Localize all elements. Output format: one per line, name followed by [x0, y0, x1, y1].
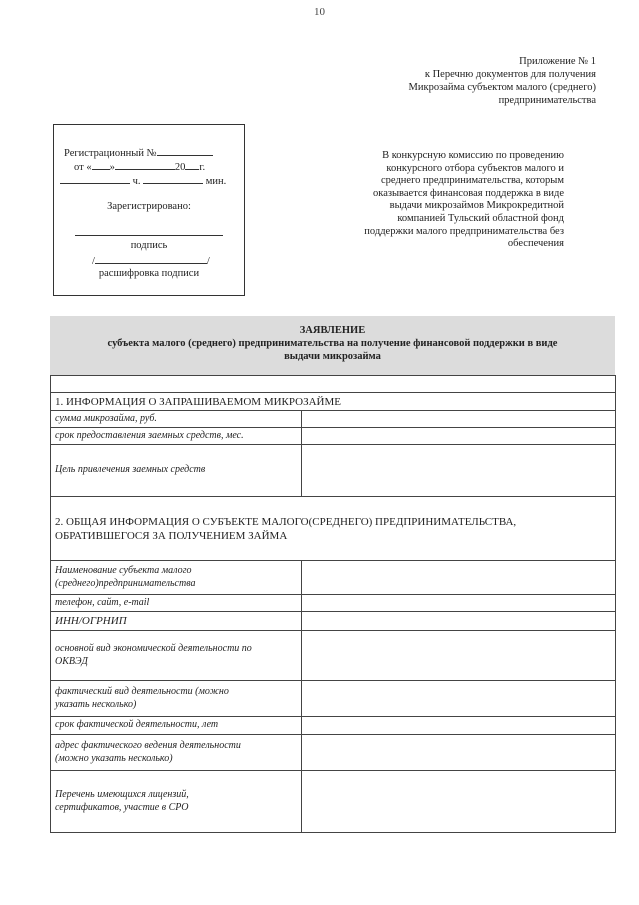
hours-field[interactable] — [60, 173, 130, 184]
licenses-label — [51, 771, 302, 833]
registration-box — [53, 124, 245, 296]
addressee-line: выдачи микрозаймов Микрокредитной — [389, 200, 564, 212]
licenses-field[interactable] — [302, 771, 616, 833]
label-line: адрес фактического ведения деятельности — [55, 740, 241, 751]
date-suffix: г. — [199, 162, 206, 173]
date-year-prefix: 20 — [174, 162, 186, 173]
addressee-line: компанией Тульский областной фонд — [397, 212, 564, 224]
section-2-heading — [51, 497, 616, 561]
loan-term-field[interactable] — [302, 428, 616, 445]
activity-address-label — [51, 735, 302, 771]
activity-term-label: срок фактической деятельности, лет — [51, 717, 302, 735]
table-row — [51, 497, 616, 561]
hours-label: ч. — [132, 176, 141, 187]
okved-field[interactable] — [302, 631, 616, 681]
section-2-line: 2. ОБЩАЯ ИНФОРМАЦИЯ О СУБЪЕКТЕ МАЛОГО(СРЕДНЕГО) ПРЕДПРИНИМАТЕЛЬСТВА, — [55, 515, 517, 528]
table-row — [51, 631, 616, 681]
empty-header-cell — [51, 376, 616, 393]
label-line: (среднего)предпринимательства — [55, 577, 196, 589]
section-1-heading: 1. ИНФОРМАЦИЯ О ЗАПРАШИВАЕМОМ МИКРОЗАЙМЕ — [51, 393, 616, 411]
table-row — [51, 428, 616, 445]
label-line: сертификатов, участие в СРО — [55, 801, 189, 813]
signature-decode-field[interactable] — [95, 253, 207, 264]
okved-label — [51, 631, 302, 681]
loan-amount-label: сумма микрозайма, руб. — [51, 411, 302, 428]
appendix-line: Микрозайма субъектом малого (среднего) — [408, 82, 596, 93]
subject-name-label — [51, 561, 302, 595]
registration-number-label: Регистрационный № — [64, 148, 157, 159]
page-number: 10 — [314, 6, 325, 18]
title-line: субъекта малого (среднего) предпринимательства на получение финансовой поддержки в виде — [107, 338, 558, 349]
slash-open: / — [92, 256, 95, 267]
label-line: основной вид экономической деятельности по — [55, 643, 252, 654]
loan-purpose-label: Цель привлечения заемных средств — [51, 445, 302, 497]
minutes-label: мин. — [205, 176, 227, 187]
appendix-line: к Перечню документов для получения — [424, 69, 596, 80]
activity-term-field[interactable] — [302, 717, 616, 735]
section-2-line: ОБРАТИВШЕГОСЯ ЗА ПОЛУЧЕНИЕМ ЗАЙМА — [55, 529, 288, 542]
registered-label: Зарегистрировано: — [107, 201, 191, 212]
appendix-note — [336, 55, 596, 107]
date-prefix: от « — [74, 162, 92, 173]
signature-field[interactable] — [75, 225, 223, 236]
title-heading: ЗАЯВЛЕНИЕ — [299, 325, 366, 336]
registration-date-row — [74, 159, 264, 174]
date-month-field[interactable] — [115, 159, 175, 170]
label-line: ОКВЭД — [55, 655, 88, 667]
contacts-label: телефон, сайт, e-mail — [51, 595, 302, 612]
label-line: (можно указать несколько) — [55, 752, 173, 764]
slash-close: / — [206, 256, 210, 267]
label-line: фактический вид деятельности (можно — [55, 686, 229, 697]
label-line: Перечень имеющихся лицензий, — [55, 789, 189, 800]
actual-activity-label — [51, 681, 302, 717]
table-row — [51, 445, 616, 497]
date-quote: » — [109, 162, 115, 173]
date-year-field[interactable] — [185, 159, 199, 170]
table-row — [51, 681, 616, 717]
application-form-table — [50, 375, 616, 833]
addressee-line: конкурсного отбора субъектов малого и — [386, 162, 564, 174]
table-row — [51, 561, 616, 595]
appendix-line: предпринимательства — [498, 95, 596, 106]
table-row — [51, 393, 616, 411]
table-row — [51, 411, 616, 428]
addressee-line: среднего предпринимательства, которым — [381, 175, 564, 187]
signature-line-row — [54, 225, 244, 240]
loan-amount-field[interactable] — [302, 411, 616, 428]
decode-label: расшифровка подписи — [98, 268, 200, 279]
table-row — [51, 735, 616, 771]
registration-time-row — [60, 173, 250, 188]
table-row — [51, 771, 616, 833]
title-line: выдачи микрозайма — [284, 351, 381, 362]
minutes-field[interactable] — [143, 173, 203, 184]
activity-address-field[interactable] — [302, 735, 616, 771]
contacts-field[interactable] — [302, 595, 616, 612]
table-row — [51, 717, 616, 735]
actual-activity-field[interactable] — [302, 681, 616, 717]
addressee-block — [339, 150, 564, 251]
addressee-line: оказывается финансовая поддержка в виде — [373, 187, 564, 199]
addressee-line: обеспечения — [507, 238, 564, 250]
registration-number-field[interactable] — [157, 145, 213, 156]
application-title — [50, 316, 615, 375]
signature-label: подпись — [130, 240, 168, 251]
addressee-line: поддержки малого предпринимательства без — [364, 225, 564, 237]
table-row — [51, 595, 616, 612]
table-row — [51, 612, 616, 631]
registration-number-row — [64, 145, 254, 160]
date-day-field[interactable] — [92, 159, 110, 170]
decode-line-row — [92, 253, 282, 268]
subject-name-field[interactable] — [302, 561, 616, 595]
appendix-line: Приложение № 1 — [519, 56, 596, 67]
inn-field[interactable] — [302, 612, 616, 631]
table-row — [51, 376, 616, 393]
inn-label: ИНН/ОГРНИП — [51, 612, 302, 631]
loan-purpose-field[interactable] — [302, 445, 616, 497]
loan-term-label: срок предоставления заемных средств, мес. — [51, 428, 302, 445]
label-line: указать несколько) — [55, 698, 137, 710]
label-line: Наименование субъекта малого — [55, 565, 192, 576]
addressee-line: В конкурсную комиссию по проведению — [382, 150, 564, 161]
